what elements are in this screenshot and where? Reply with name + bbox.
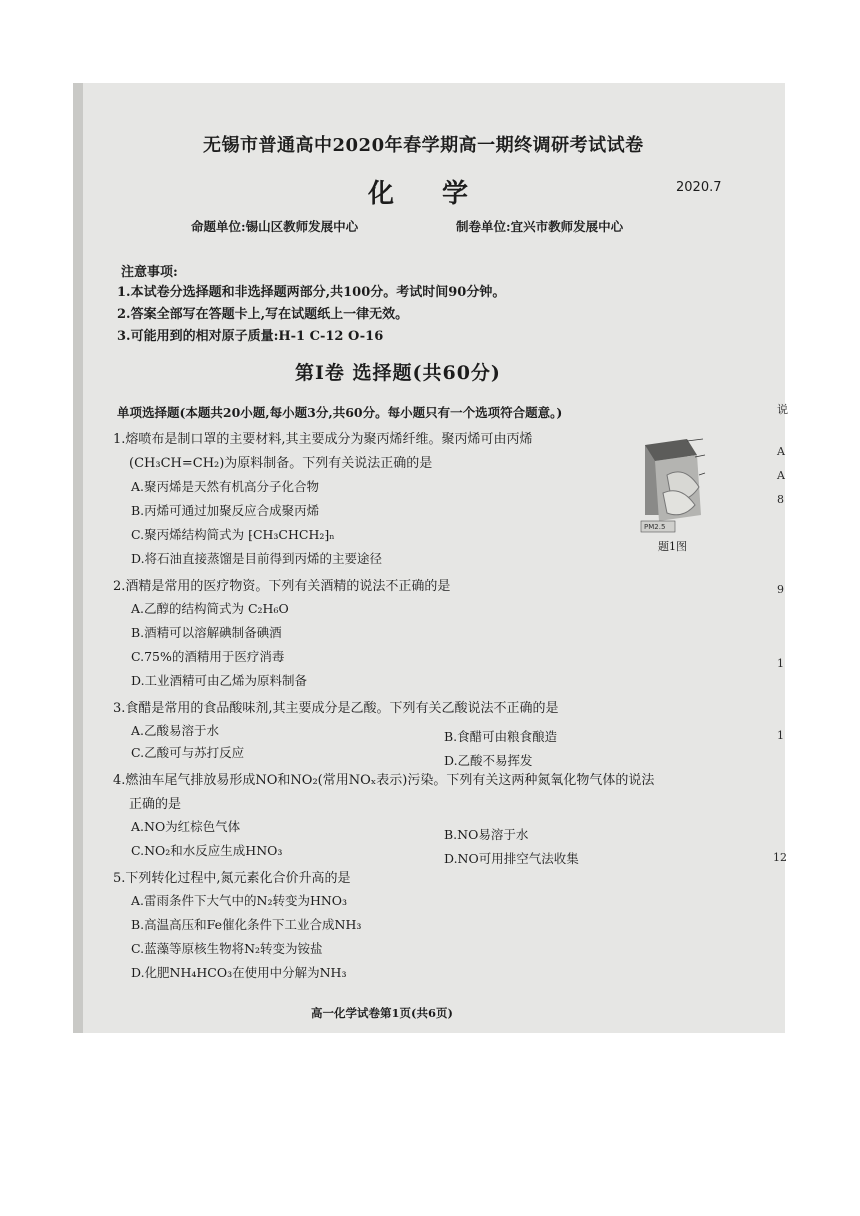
question-4-stem-cont: 正确的是 bbox=[129, 797, 182, 812]
question-4-option-a: A.NO为红棕色气体 bbox=[131, 819, 241, 834]
question-5-option-c: C.蓝藻等原核生物将N₂转变为铵盐 bbox=[131, 941, 323, 956]
meltblown-fabric-figure bbox=[637, 435, 707, 535]
edge-bleed-char: 说 bbox=[777, 403, 788, 416]
question-3-option-b: B.食醋可由粮食酿造 bbox=[444, 729, 558, 744]
subject-title: 化学 bbox=[368, 179, 517, 209]
question-2-option-d: D.工业酒精可由乙烯为原料制备 bbox=[131, 673, 308, 688]
question-3-option-d: D.乙酸不易挥发 bbox=[444, 753, 533, 768]
edge-bleed-char: A bbox=[777, 469, 785, 482]
section-instruction: 单项选择题(本题共20小题,每小题3分,共60分。每小题只有一个选项符合题意。) bbox=[117, 405, 563, 420]
edge-bleed-char: 1 bbox=[777, 657, 784, 670]
edge-bleed-char: 1 bbox=[777, 729, 784, 742]
question-2-option-a: A.乙醇的结构简式为 C₂H₆O bbox=[131, 601, 289, 616]
question-4-option-c: C.NO₂和水反应生成HNO₃ bbox=[131, 843, 283, 858]
notice-item: 1.本试卷分选择题和非选择题两部分,共100分。考试时间90分钟。 bbox=[117, 285, 506, 300]
edge-bleed-char: 8 bbox=[777, 493, 784, 506]
question-1-stem-cont: (CH₃CH=CH₂)为原料制备。下列有关说法正确的是 bbox=[129, 456, 433, 471]
printer-unit: 制卷单位:宜兴市教师发展中心 bbox=[456, 219, 624, 234]
edge-bleed-char: A bbox=[777, 445, 785, 458]
question-2-option-b: B.酒精可以溶解碘制备碘酒 bbox=[131, 625, 282, 640]
question-4-option-d: D.NO可用排空气法收集 bbox=[444, 851, 579, 866]
question-5-option-b: B.高温高压和Fe催化条件下工业合成NH₃ bbox=[131, 917, 362, 932]
question-5-option-d: D.化肥NH₄HCO₃在使用中分解为NH₃ bbox=[131, 965, 347, 980]
question-5-option-a: A.雷雨条件下大气中的N₂转变为HNO₃ bbox=[131, 893, 348, 908]
question-1-option-c: C.聚丙烯结构简式为 ⁅CH₃CHCH₂⁆ₙ bbox=[131, 527, 335, 542]
figure-label: PM2.5 bbox=[644, 523, 666, 531]
question-4-stem: 4.燃油车尾气排放易形成NO和NO₂(常用NOₓ表示)污染。下列有关这两种氮氧化物气体的说法 bbox=[113, 773, 655, 788]
question-3-option-c: C.乙酸可与苏打反应 bbox=[131, 745, 245, 760]
page-footer: 高一化学试卷第1页(共6页) bbox=[311, 1006, 453, 1020]
question-2-option-c: C.75%的酒精用于医疗消毒 bbox=[131, 649, 285, 664]
paper-shadow-edge bbox=[73, 83, 83, 1033]
notice-item: 2.答案全部写在答题卡上,写在试题纸上一律无效。 bbox=[117, 307, 409, 322]
setter-unit: 命题单位:锡山区教师发展中心 bbox=[191, 219, 359, 234]
notice-item: 3.可能用到的相对原子质量:H-1 C-12 O-16 bbox=[117, 329, 384, 344]
question-3-option-a: A.乙酸易溶于水 bbox=[131, 723, 220, 738]
exam-title: 无锡市普通高中2020年春学期高一期终调研考试试卷 bbox=[203, 135, 644, 156]
figure-caption: 题1图 bbox=[658, 540, 687, 553]
section-title: 第Ⅰ卷 选择题(共60分) bbox=[295, 362, 501, 384]
question-1-option-b: B.丙烯可通过加聚反应合成聚丙烯 bbox=[131, 503, 320, 518]
question-3-stem: 3.食醋是常用的食品酸味剂,其主要成分是乙酸。下列有关乙酸说法不正确的是 bbox=[113, 701, 559, 716]
exam-paper bbox=[73, 83, 788, 1033]
question-1-option-d: D.将石油直接蒸馏是目前得到丙烯的主要途径 bbox=[131, 551, 383, 566]
question-2-stem: 2.酒精是常用的医疗物资。下列有关酒精的说法不正确的是 bbox=[113, 579, 451, 594]
edge-bleed-char: 12 bbox=[773, 851, 787, 864]
question-1-stem: 1.熔喷布是制口罩的主要材料,其主要成分为聚丙烯纤维。聚丙烯可由丙烯 bbox=[113, 432, 533, 447]
exam-date: 2020.7 bbox=[676, 180, 722, 195]
question-1-option-a: A.聚丙烯是天然有机高分子化合物 bbox=[131, 479, 320, 494]
notice-heading: 注意事项: bbox=[121, 265, 178, 280]
question-4-option-b: B.NO易溶于水 bbox=[444, 827, 529, 842]
edge-bleed-char: 9 bbox=[777, 583, 784, 596]
question-5-stem: 5.下列转化过程中,氮元素化合价升高的是 bbox=[113, 871, 351, 886]
